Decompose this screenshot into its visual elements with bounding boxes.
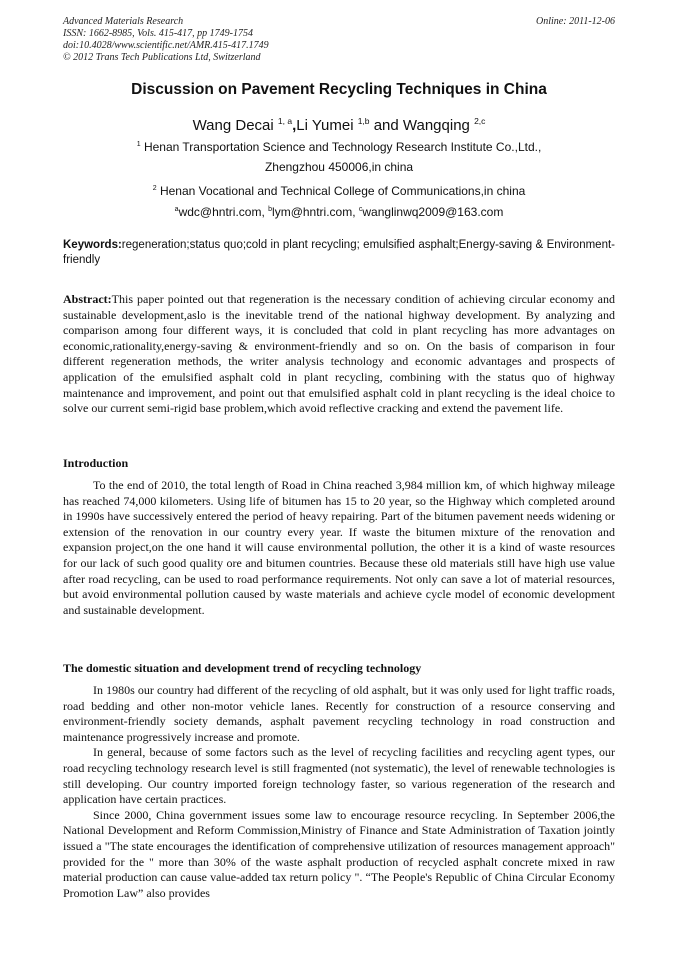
affiliation-mark: 2 xyxy=(152,185,157,192)
issn-line: ISSN: 1662-8985, Vols. 415-417, pp 1749-1754 xyxy=(63,28,253,39)
affiliation-1-city: Zhengzhou 450006,in china xyxy=(264,160,414,174)
keywords-label: Keywords: xyxy=(63,239,122,251)
author-affiliation-mark: 1,b xyxy=(357,116,370,126)
affiliation-text: Henan Transportation Science and Technology Research Institute Co.,Ltd., xyxy=(143,140,542,154)
author-emails xyxy=(60,203,618,219)
affiliation-1 xyxy=(60,138,618,154)
author-affiliation-mark: 2,c xyxy=(474,116,486,126)
paragraph: To the end of 2010, the total length of Road in China reached 3,984 million km, of which highway mileage has reached 74,000 kilometers. Using life of bitumen has 15 to 20 year, so the Highway which completed around in 1990s have successively entered the period of heavy repairing. Part of the bitumen pavement needs widening or extension of the renovation in our country every year. If waste the bitumen mixture of the renovation and expansion project,on the one hand it will cause environmental pollution, the other it is a kind of waste resources for our lack of such good quality ore and bitumen countries. Because these old materials still have high use value after road recycling, can be used to road performance requirements. Not only can save a lot of material resources, but avoid environmental pollution caused by waste materials and achieve cycle model of economic development and sustainable development. xyxy=(63,478,615,617)
email-link: wanglinwq2009@163.com xyxy=(362,205,504,219)
email-link: wdc@hntri.com, xyxy=(178,205,269,219)
online-date: Online: 2011-12-06 xyxy=(536,16,615,27)
introduction-body xyxy=(63,478,615,618)
author-name: and Wangqing xyxy=(369,117,470,134)
doi-line: doi:10.4028/www.scientific.net/AMR.415-417.1749 xyxy=(63,40,269,51)
abstract-label: Abstract: xyxy=(63,292,112,306)
email-mark: b xyxy=(268,206,273,213)
keywords xyxy=(63,238,615,268)
copyright-line: © 2012 Trans Tech Publications Ltd, Switzerland xyxy=(63,52,261,63)
section-heading-introduction: Introduction xyxy=(63,456,129,470)
paper-title: Discussion on Pavement Recycling Techniques in China xyxy=(131,81,547,98)
email-mark: a xyxy=(174,206,179,213)
domestic-body xyxy=(63,683,615,901)
paragraph: In general, because of some factors such as the level of recycling facilities and recycling agent types, our road recycling technology research level is still fragmented (not systematic), the level of renewable technologies is still developing. Our country imported foreign technology faster, so various regeneration of the research and application have certain practices. xyxy=(63,745,615,807)
email-link: lym@hntri.com, xyxy=(272,205,359,219)
abstract-text: This paper pointed out that regeneration is the necessary condition of achieving circular economy and sustainable development,aslo is the inevitable trend of the national highway development. By analyzing and comparison among four different ways, it is concluded that cold in plant recycling has more advantages on economic,rationality,energy-saving & environment-friendly and so on. On the basis of comparison in four different regeneration methods, the writer analysis technology and economic advantages and prospects of application of the emulsified asphalt cold in plant recycling, combining with the status quo of highway maintenance and improvement, and point out that emulsified asphalt cold in plant recycling is the ideal choice to solve our current semi-rigid base problem,which avoid reflective cracking and extend the pavement life. xyxy=(63,292,615,416)
author-affiliation-mark: 1, a xyxy=(277,116,293,126)
journal-name: Advanced Materials Research xyxy=(63,16,184,27)
paragraph: In 1980s our country had different of the recycling of old asphalt, but it was only used for light traffic roads, road bedding and other non-motor vehicle lanes. Recently for construction of a resource conserving and environment-friendly society demands, asphalt pavement recycling technology in road construction and maintenance progressively increase and promote. xyxy=(63,683,615,744)
abstract xyxy=(63,292,615,417)
paragraph: Since 2000, China government issues some law to encourage resource recycling. In September 2006,the National Development and Reform Commission,Ministry of Finance and State Administration of Taxation jointly issued a "The state encourages the identification of comprehensive utilization of resources management approach" provided for the " more than 30% of the waste asphalt production of recycled asphalt concrete mixed in raw material production can cause value-added tax return policy ". “The People's Republic of China Circular Economy Promotion Law” also provides xyxy=(63,807,615,900)
journal-header xyxy=(63,16,269,64)
email-mark: c xyxy=(358,206,363,213)
author-name: Wang Decai xyxy=(192,117,274,134)
affiliation-text: Henan Vocational and Technical College of Communications,in china xyxy=(159,184,526,198)
keywords-text: regeneration;status quo;cold in plant recycling; emulsified asphalt;Energy-saving & Environment-friendly xyxy=(63,239,615,266)
affiliation-mark: 1 xyxy=(136,141,141,148)
author-name: Li Yumei xyxy=(296,117,354,134)
author-separator: , xyxy=(292,117,297,134)
affiliation-2 xyxy=(60,182,618,198)
section-heading-domestic: The domestic situation and development trend of recycling technology xyxy=(63,661,422,675)
author-list xyxy=(60,111,618,136)
